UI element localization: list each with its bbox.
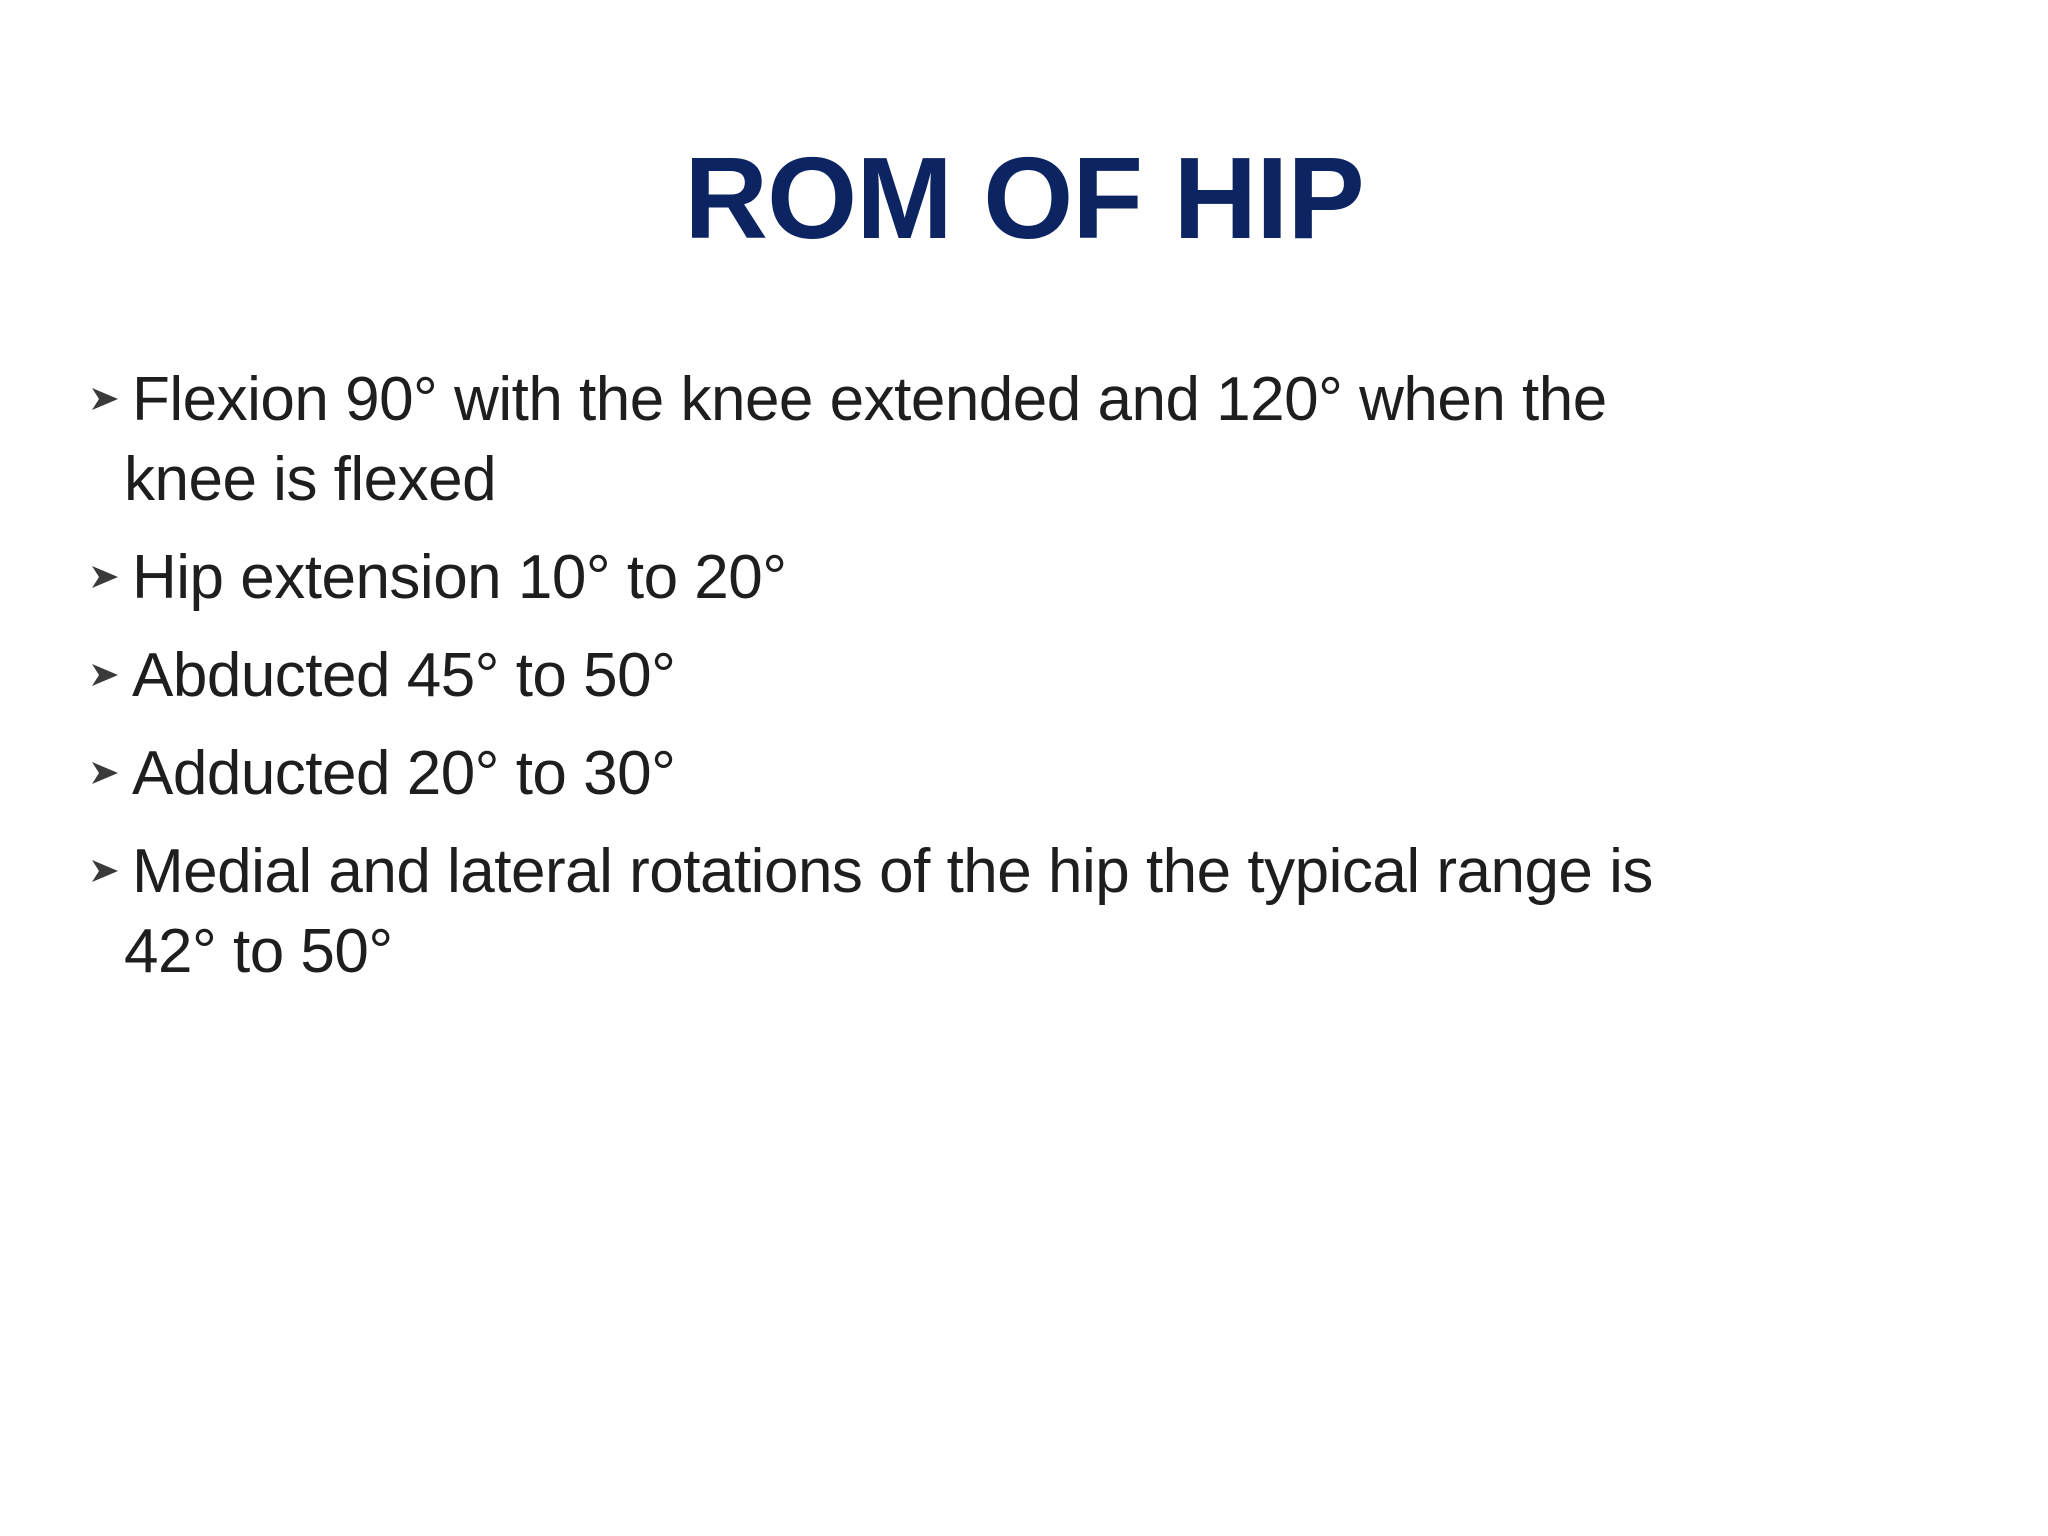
arrowhead-bullet-icon (88, 382, 122, 416)
bullet-text (124, 360, 1932, 520)
bullet-text (124, 832, 1932, 992)
arrowhead-bullet-icon (88, 756, 122, 790)
list-item (84, 832, 1964, 992)
arrowhead-bullet-icon (88, 854, 122, 888)
bullet-line-continued: knee is flexed (124, 445, 497, 514)
list-item (84, 734, 1964, 814)
list-item (84, 360, 1964, 520)
bullet-line: Medial and lateral rotations of the hip the typical range is (132, 837, 1653, 906)
bullet-line: Adducted 20° to 30° (132, 739, 676, 808)
arrowhead-bullet-icon (88, 658, 122, 692)
bullet-text (132, 636, 1932, 716)
bullet-list (84, 360, 1964, 1010)
bullet-text (132, 538, 1932, 618)
list-item (84, 538, 1964, 618)
slide-title: ROM OF HIP (684, 133, 1364, 263)
bullet-line: Abducted 45° to 50° (132, 641, 676, 710)
bullet-line: Hip extension 10° to 20° (132, 543, 787, 612)
bullet-line-continued: 42° to 50° (124, 917, 393, 986)
arrowhead-bullet-icon (88, 560, 122, 594)
bullet-text (132, 734, 1932, 814)
list-item (84, 636, 1964, 716)
bullet-line: Flexion 90° with the knee extended and 120° when the (132, 365, 1607, 434)
